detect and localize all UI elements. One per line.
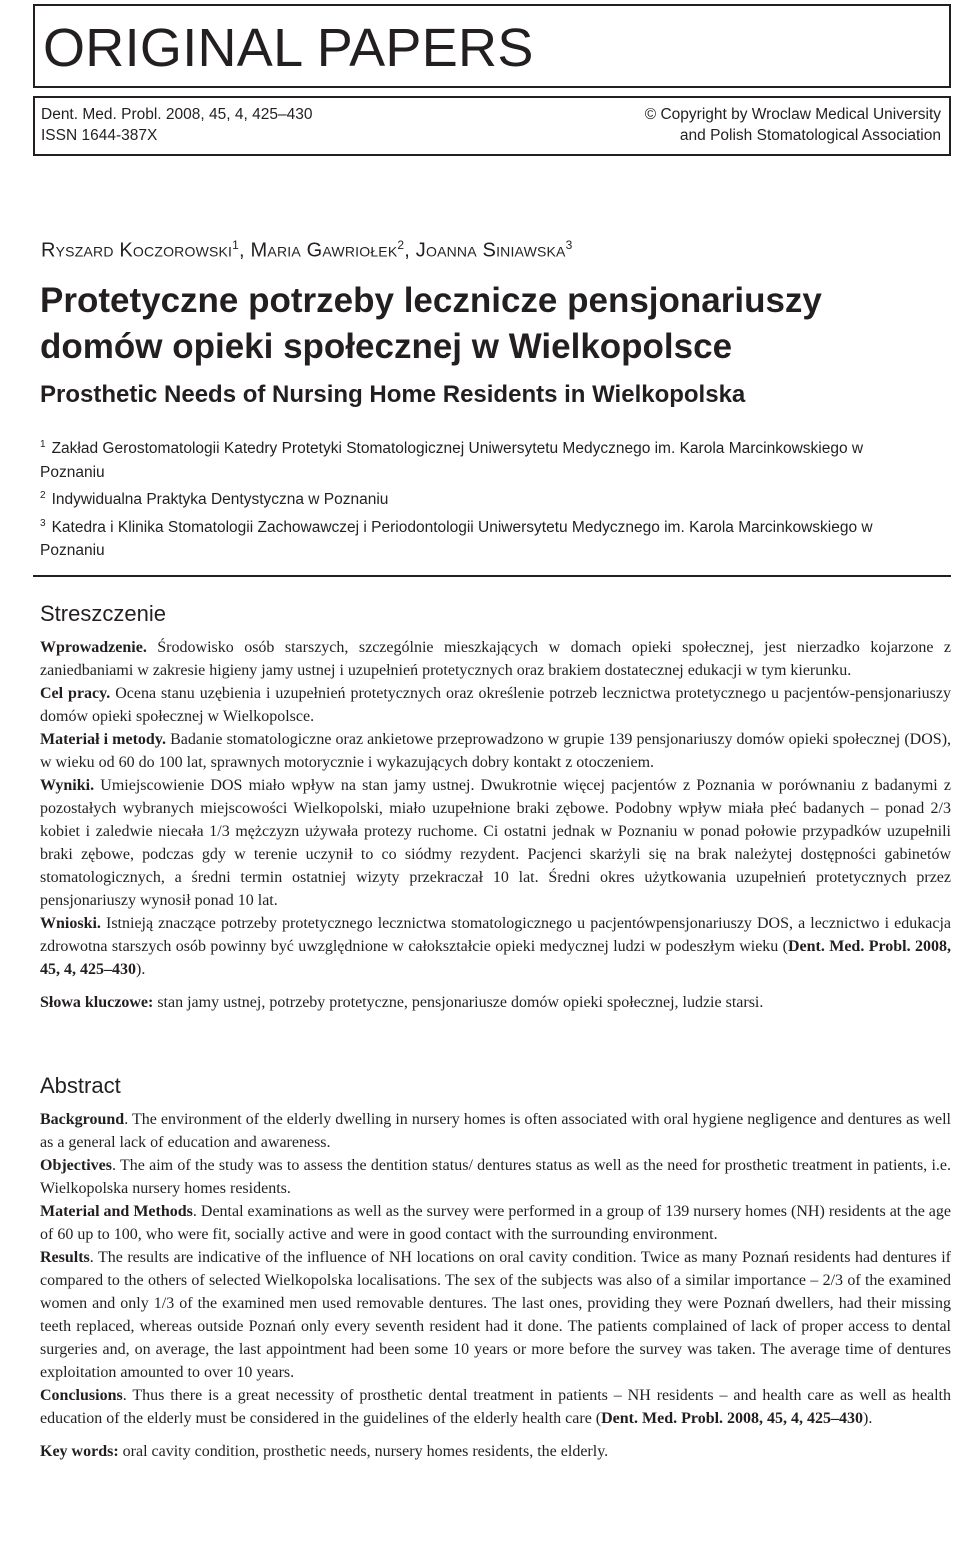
paragraph-label: Material and Methods [40, 1203, 193, 1220]
paragraph-text: Badanie stomatologiczne oraz ankietowe przeprowadzono w grupie 139 pensjonariuszy domów opieki społecznej (DOS), w wieku od 60 do 100 lat, sprawnych motorycznie i wykazujących dobry kontakt z otoczeniem. [40, 731, 952, 771]
paragraph-label: Cel pracy. [40, 685, 111, 702]
keywords-text: stan jamy ustnej, potrzeby protetyczne, pensjonariusze domów opieki społecznej, ludzie starsi. [157, 994, 764, 1011]
abstract-paragraph [40, 774, 951, 912]
article-title-english: Prosthetic Needs of Nursing Home Residents in Wielkopolska [40, 381, 746, 408]
paragraph-text: Środowisko osób starszych, szczególnie mieszkających w domach opieki społecznej, jest nierzadko kojarzone z zaniedbaniami w zakresie higieny jamy ustnej i uzupełnień protetycznych oraz brakiem dostatecznej edukacji w tym kierunku. [40, 639, 952, 679]
paragraph-label: Wnioski. [40, 915, 101, 932]
author-affiliation-mark: 2 [397, 238, 405, 252]
abstract-paragraph [40, 1108, 951, 1154]
paragraph-text: . Dental examinations as well as the survey were performed in a group of 139 nursery homes (NH) residents at the age of 60 up to 100, who were fit, socially active and were in good contact with the surrounding environment. [40, 1203, 952, 1243]
author-name: Maria Gawriołek [250, 239, 398, 262]
affiliation-item [40, 512, 925, 563]
affiliation-text: Katedra i Klinika Stomatologii Zachowawczej i Periodontologii Uniwersytetu Medycznego im. Karola Marcinkowskiego w Poznaniu [40, 518, 873, 560]
abstract-paragraph [40, 912, 951, 981]
keywords [40, 991, 951, 1014]
paragraph-text: . The environment of the elderly dwelling in nursery homes is often associated with oral hygiene negligence and dentures as well as a general lack of education and awareness. [40, 1111, 951, 1151]
affiliations [40, 433, 925, 563]
affiliation-text: Indywidualna Praktyka Dentystyczna w Poznaniu [51, 491, 389, 509]
abstract-paragraph [40, 1384, 951, 1430]
journal-line: Dent. Med. Probl. 2008, 45, 4, 425–430 [41, 106, 313, 123]
affiliation-number: 1 [40, 439, 46, 450]
citation: Dent. Med. Probl. 2008, 45, 4, 425–430 [40, 938, 951, 978]
paragraph-label: Background [40, 1111, 125, 1128]
affiliation-number: 2 [40, 490, 46, 502]
abstract-paragraph [40, 1200, 951, 1246]
author-affiliation-mark: 3 [565, 238, 573, 252]
streszczenie-heading: Streszczenie [40, 601, 166, 626]
copyright-notice [645, 104, 941, 146]
abstract-heading: Abstract [40, 1073, 121, 1098]
affiliation-item [40, 433, 925, 484]
copyright-line: © Copyright by Wroclaw Medical University [644, 106, 941, 123]
section-label: ORIGINAL PAPERS [43, 18, 534, 78]
author-list: Ryszard Koczorowski$^1$, Maria Gawriołek$^2$, Joanna Siniawska$^3$ [41, 238, 573, 262]
paragraph-label: Wprowadzenie. [40, 639, 147, 656]
keywords-text: oral cavity condition, prosthetic needs, nursery homes residents, the elderly. [122, 1443, 609, 1460]
abstract-body [40, 1108, 951, 1463]
journal-citation [41, 104, 312, 146]
article-title-polish: Protetyczne potrzeby lecznicze pensjonariuszy domów opieki społecznej w Wielkopolsce [40, 281, 822, 366]
issn-line: ISSN 1644-387X [41, 127, 158, 144]
paragraph-label: Conclusions [40, 1387, 123, 1404]
paragraph-text: Umiejscowienie DOS miało wpływ na stan jamy ustnej. Dwukrotnie więcej pacjentów z Poznania w porównaniu z badanymi z pozostałych wybranych miejscowości Wielkopolski, miało uzupełnione braki zębowe. Podobny wpływ miała płeć badanych – ponad 2/3 kobiet i zaledwie niecała 1/3 mężczyzn używała protezy ruchome. Ci ostatni jednak w Poznaniu w ponad połowie przypadków uzupełnili braki zębowe, podczas gdy w terenie uczynił to co siódmy rezydent. Pacjenci skarżyli się na brak należytej dostępności gabinetów stomatologicznych, a średni termin ostatniej wizyty przekraczał 10 lat. Średni okres użytkowania uzupełnień protetycznych przez pensjonariuszy wynosił ponad 10 lat. [40, 777, 952, 909]
paragraph-label: Objectives [40, 1157, 112, 1174]
divider [33, 575, 951, 577]
copyright-line: and Polish Stomatological Association [679, 127, 941, 144]
abstract-paragraph [40, 636, 951, 682]
affiliation-item [40, 484, 925, 512]
journal-meta-box [33, 96, 951, 156]
section-header-box [33, 4, 951, 88]
keywords-label: Key words: [40, 1443, 119, 1460]
paragraph-tail: ). [136, 961, 146, 978]
paragraph-tail: ). [863, 1410, 873, 1427]
keywords [40, 1440, 951, 1463]
citation: Dent. Med. Probl. 2008, 45, 4, 425–430 [601, 1410, 864, 1427]
author-name: Ryszard Koczorowski [41, 239, 233, 262]
affiliation-number: 3 [40, 517, 46, 529]
paragraph-text: . The aim of the study was to assess the dentition status/ dentures status as well as the need for prosthetic treatment in patients, i.e. Wielkopolska nursery homes residents. [40, 1157, 951, 1197]
paragraph-text: Istnieją znaczące potrzeby protetycznego lecznictwa stomatologicznego u pacjentówpensjonariuszy DOS, a lecznictwo i edukacja zdrowotna starszych osób powinny być uwzględnione w całokształcie opieki medycznej ludzi w podeszłym wieku ( [40, 915, 952, 955]
abstract-paragraph [40, 682, 951, 728]
paragraph-label: Wyniki. [40, 777, 95, 794]
streszczenie-body [40, 636, 951, 1014]
abstract-paragraph [40, 728, 951, 774]
paragraph-text: . The results are indicative of the influence of NH locations on oral cavity condition. Twice as many Poznań residents had dentures if compared to the others of selected Wielkopolska localisations. The sex of the subjects was also of a similar importance – 2/3 of the examined women and only 1/3 of the examined men used removable dentures. The last ones, providing they were Poznań dwellers, had their missing teeth replaced, whereas outside Poznań only every seventh resident had it done. The patients complained of lack of proper access to dental surgeries and, on average, the last appointment had been some 10 years or more before the survey was taken. The average time of dentures exploitation amounted to over 10 years. [40, 1249, 951, 1381]
author-name: Joanna Siniawska [415, 239, 566, 262]
abstract-paragraph [40, 1154, 951, 1200]
paragraph-label: Materiał i metody. [40, 731, 166, 748]
keywords-label: Słowa kluczowe: [40, 994, 154, 1011]
paragraph-text: Ocena stanu uzębienia i uzupełnień protetycznych oraz określenie potrzeb lecznictwa protetycznego u pacjentów-pensjonariuszy domów opieki społecznej w Wielkopolsce. [40, 685, 952, 725]
paragraph-text: . Thus there is a great necessity of prosthetic dental treatment in patients – NH residents – and health care as well as health education of the elderly must be considered in the guidelines of the elderly health care ( [40, 1387, 951, 1427]
paragraph-label: Results [40, 1249, 90, 1266]
abstract-paragraph [40, 1246, 951, 1384]
affiliation-text: Zakład Gerostomatologii Katedry Protetyki Stomatologicznej Uniwersytetu Medycznego im. Karola Marcinkowskiego w Poznaniu [40, 440, 864, 481]
author-affiliation-mark: 1 [232, 238, 240, 252]
